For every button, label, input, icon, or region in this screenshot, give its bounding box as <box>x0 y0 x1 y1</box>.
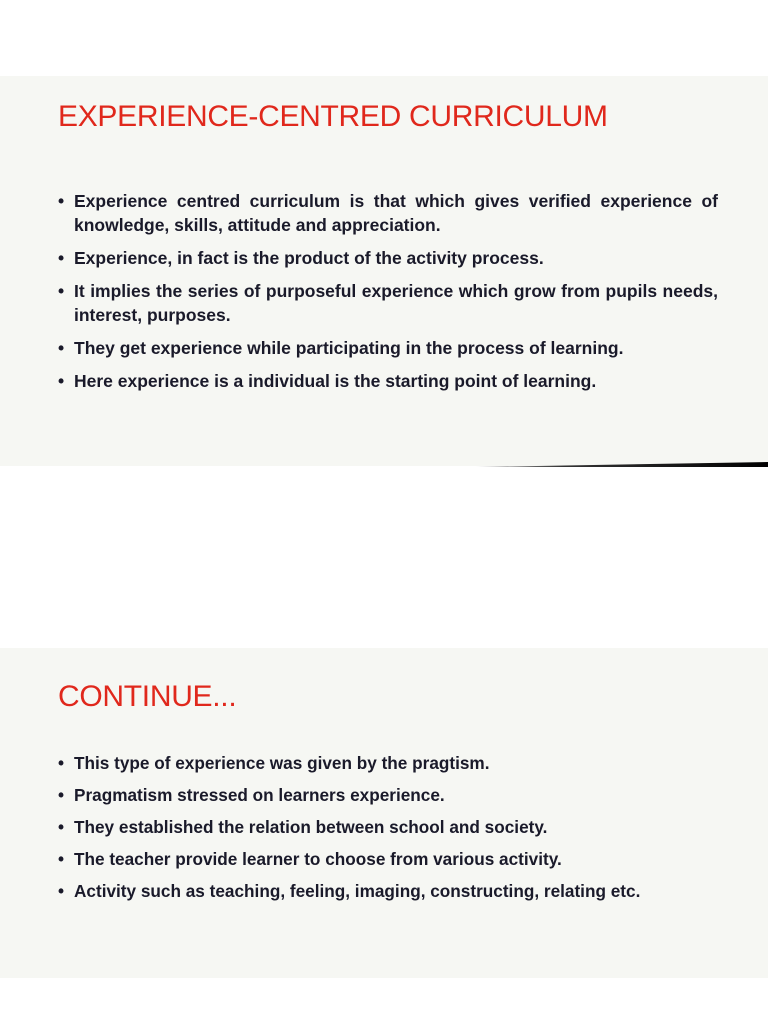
bullet-item: • They established the relation between school and society. <box>58 815 718 839</box>
bullet-list <box>58 189 718 402</box>
slide-title: CONTINUE... <box>58 680 237 713</box>
bullet-item: • Activity such as teaching, feeling, imaging, constructing, relating etc. <box>58 879 718 903</box>
bullet-item: • This type of experience was given by the pragtism. <box>58 751 718 775</box>
bullet-item: • Here experience is a individual is the starting point of learning. <box>58 369 718 393</box>
bullet-item: • Experience, in fact is the product of the activity process. <box>58 246 718 270</box>
bullet-item: • Pragmatism stressed on learners experience. <box>58 783 718 807</box>
slide-title: EXPERIENCE-CENTRED CURRICULUM <box>58 100 608 133</box>
bullet-list <box>58 751 718 911</box>
bullet-item: • They get experience while participating in the process of learning. <box>58 336 718 360</box>
bullet-item: • Experience centred curriculum is that which gives verified experience of knowledge, skills, attitude and appreciation. <box>58 189 718 237</box>
bullet-item: • The teacher provide learner to choose from various activity. <box>58 847 718 871</box>
slide-experience-centred-curriculum <box>0 76 768 466</box>
bullet-item: • It implies the series of purposeful experience which grow from pupils needs, interest, purposes. <box>58 279 718 327</box>
slide-continue <box>0 648 768 978</box>
